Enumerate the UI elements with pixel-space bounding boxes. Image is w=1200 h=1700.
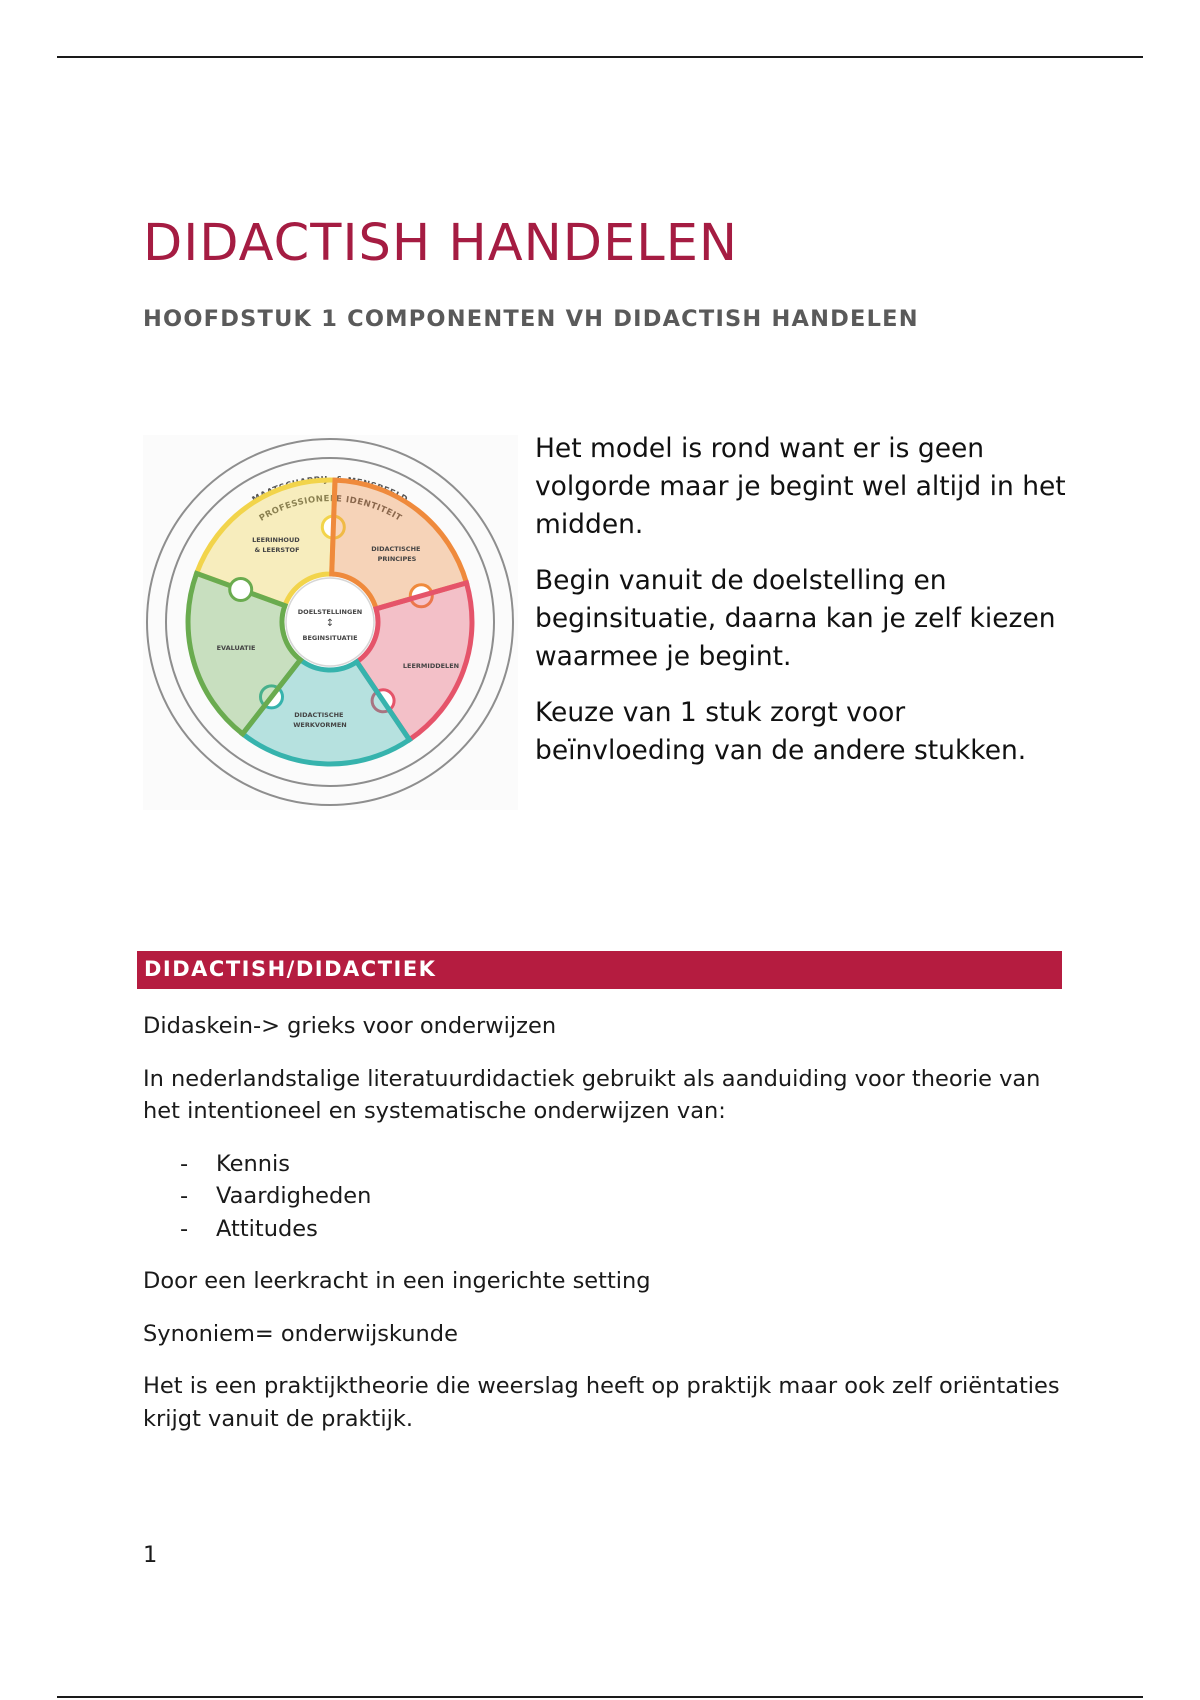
body-paragraph-1: Didaskein-> grieks voor onderwijzen	[143, 1013, 557, 1039]
section-body	[143, 1010, 1073, 1455]
didactic-model-diagram	[143, 435, 518, 810]
model-paragraph-1: Het model is rond want er is geen volgorde maar je begint wel altijd in het midden.	[535, 433, 1066, 540]
center-label-beginsituatie: BEGINSITUATIE	[302, 634, 358, 642]
center-arrow: ↕	[325, 618, 335, 629]
piece-label-werkvormen: DIDACTISCHE WERKVORMEN	[293, 711, 347, 729]
body-paragraph-2: In nederlandstalige literatuurdidactiek gebruikt als aanduiding voor theorie van het intentioneel en systematische onderwijzen van:	[143, 1065, 1041, 1124]
outer-ring-label: MAATSCHAPPIJ- & MENSBEELD	[250, 475, 410, 506]
piece-label-leerinhoud: LEERINHOUD & LEERSTOF	[252, 536, 300, 554]
page-number: 1	[143, 1542, 158, 1568]
body-paragraph-5: Het is een praktijktheorie die weerslag heeft op praktijk maar ook zelf oriëntaties krijgt vanuit de praktijk.	[143, 1373, 1060, 1432]
list-item: - Vaardigheden	[180, 1183, 372, 1209]
list-item: - Kennis	[180, 1150, 290, 1177]
puzzle-knob	[230, 579, 252, 601]
body-paragraph-4: Synoniem= onderwijskunde	[143, 1320, 458, 1347]
section-heading-bar	[137, 951, 1062, 989]
document-title: DIDACTISH HANDELEN	[143, 214, 739, 273]
bullet-list	[143, 1148, 1073, 1246]
piece-label-principes: DIDACTISCHE PRINCIPES	[371, 545, 421, 563]
bottom-rule	[57, 1696, 1143, 1698]
center-label-doelstellingen: DOELSTELLINGEN	[297, 608, 363, 616]
section-heading: DIDACTISH/DIDACTIEK	[144, 957, 437, 981]
piece-label-leermiddelen: LEERMIDDELEN	[402, 662, 460, 670]
piece-label-evaluatie: EVALUATIE	[216, 644, 256, 652]
model-paragraph-3: Keuze van 1 stuk zorgt voor beïnvloeding van de andere stukken.	[535, 697, 1027, 766]
didactic-model-figure	[143, 435, 518, 810]
top-rule	[57, 56, 1143, 58]
model-explanation	[535, 430, 1075, 788]
model-paragraph-2: Begin vanuit de doelstelling en beginsituatie, daarna kan je zelf kiezen waarmee je begint.	[535, 565, 1056, 672]
list-item: - Attitudes	[180, 1215, 318, 1242]
inner-ring-label: PROFESSIONELE IDENTITEIT	[257, 494, 404, 524]
document-subtitle: HOOFDSTUK 1 COMPONENTEN VH DIDACTISH HANDELEN	[143, 306, 919, 332]
body-paragraph-3: Door een leerkracht in een ingerichte setting	[143, 1268, 651, 1294]
